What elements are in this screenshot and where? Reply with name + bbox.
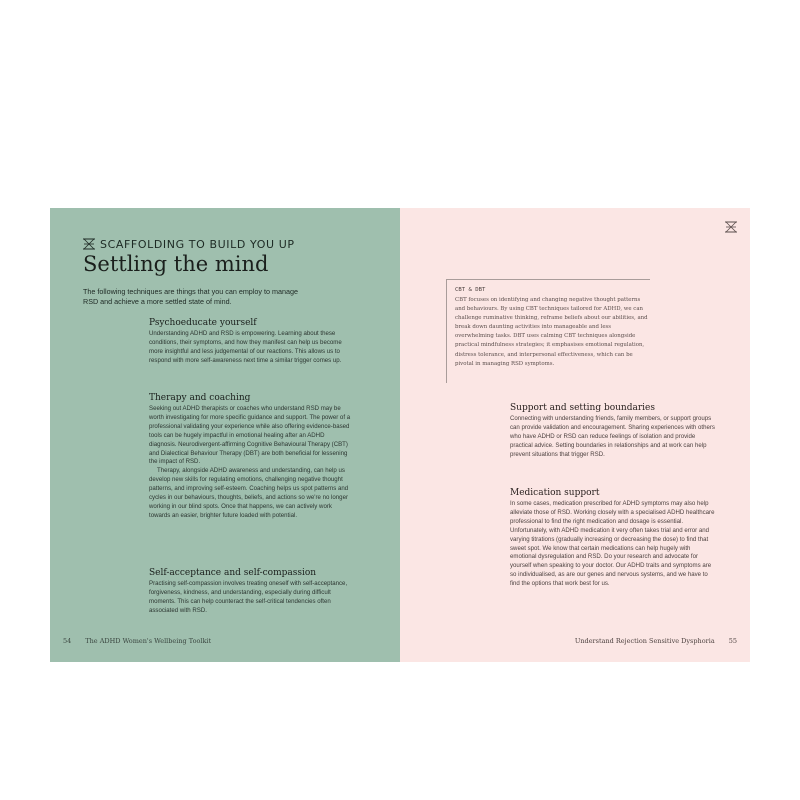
cbt-dbt-callout: [446, 279, 650, 383]
page-number: 54: [63, 637, 72, 645]
callout-body: CBT focuses on identifying and changing negative thought patterns and behaviours. By using CBT techniques tailored for ADHD, we can challenge ruminative thinking, reframe beliefs about our abilities, and break down daunting activities into manageable and less overwhelming tasks. DBT uses calming CBT techniques alongside practical mindfulness strategies; it emphasises emotional regulation, distress tolerance, and interpersonal effectiveness, which can be pivotal in managing RSD symptoms.: [455, 297, 648, 367]
section-body: Connecting with understanding friends, family members, or support groups can provide validation and encouragement. Sharing experiences with others who have ADHD or RSD can reduce feelings of isolation and provide practical advice. Setting boundaries in relationships and at work can help prevent situations that trigger RSD.: [510, 415, 715, 458]
footer-right: [575, 637, 737, 645]
section-body: Practising self-compassion involves treating oneself with self-acceptance, forgiveness, kindness, and understanding, especially during difficult moments. This can help counteract the self-critical tendencies often associated with RSD.: [149, 580, 348, 614]
section-support: [510, 403, 715, 460]
section-body: Seeking out ADHD therapists or coaches who understand RSD may be worth investigating for more specific guidance and support. The power of a professional validating your experience while also offering evidence-based tools can be hugely impactful in emotional healing after an ADHD diagnosis. Neurodivergent-affirming Cognitive Behavioural Therapy (CBT) and Dialectical Behaviour Therapy (DBT) are both beneficial for lessening the impact of RSD.: [149, 405, 351, 466]
section-heading: Therapy and coaching: [149, 393, 251, 403]
section-heading: Self-acceptance and self-compassion: [149, 568, 317, 578]
book-spread: [50, 208, 750, 662]
footer-left: [63, 637, 211, 645]
section-medication: [510, 488, 715, 589]
section-heading: Support and setting boundaries: [510, 403, 655, 413]
section-body: In some cases, medication prescribed for ADHD symptoms may also help alleviate those of RSD. Working closely with a specialised ADHD healthcare professional to find the right medication and dosage is essential. Unfortunately, with ADHD medication it very often takes trial and error and varying titrations (gradually increasing or decreasing the dose) to find that sweet spot. We know that certain medications can help hugely with emotional dysregulation and RSD. Do your research and advocate for yourself when speaking to your doctor. Our ADHD traits and symptoms are so individualised, as are our genes and nervous systems, and we have to find the options that work best for us.: [510, 500, 715, 588]
section-therapy: [149, 393, 352, 521]
section-kicker: SCAFFOLDING TO BUILD YOU UP: [100, 238, 295, 251]
scaffold-ornament-icon: [725, 221, 737, 233]
intro-text: The following techniques are things that you can employ to manage RSD and achieve a more settled state of mind.: [83, 287, 298, 307]
scaffold-ornament-icon: [83, 238, 95, 250]
section-self-acceptance: [149, 568, 352, 616]
callout-label: CBT & DBT: [455, 287, 486, 293]
page-title: Settling the mind: [83, 252, 269, 276]
section-heading: Medication support: [510, 488, 600, 498]
section-body-continued: Therapy, alongside ADHD awareness and understanding, can help us develop new skills for regulating emotions, challenging negative thought patterns, and improving self-esteem. Coaching helps us spot patterns and cycles in our behaviours, thoughts, beliefs, and actions so we're no longer working in our blind spots. Once that happens, we can actively work towards an easier, brighter future loaded with potential.: [149, 467, 349, 519]
chapter-title: Understand Rejection Sensitive Dysphoria: [574, 637, 715, 645]
section-psychoeducate: [149, 318, 352, 366]
section-body: Understanding ADHD and RSD is empowering. Learning about these conditions, their symptoms, and how they manifest can help us become more insightful and less judgemental of our reactions. This allows us to respond with more self-awareness next time a similar trigger comes up.: [149, 330, 342, 364]
section-heading: Psychoeducate yourself: [149, 318, 257, 328]
right-page: [400, 208, 750, 662]
left-page: [50, 208, 400, 662]
book-title: The ADHD Women's Wellbeing Toolkit: [85, 637, 212, 645]
page-number: 55: [728, 637, 737, 645]
